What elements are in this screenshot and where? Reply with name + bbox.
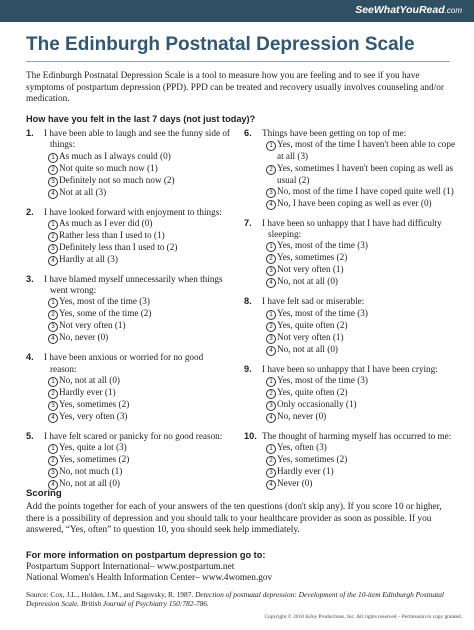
question-1 xyxy=(26,128,232,199)
answer-option[interactable] xyxy=(266,454,456,466)
answer-option[interactable] xyxy=(48,296,232,308)
option-number-circle-icon: 3 xyxy=(266,188,276,198)
brand-suffix: .com xyxy=(444,6,462,15)
option-number-circle-icon: 1 xyxy=(266,141,276,151)
option-number-circle-icon: 3 xyxy=(48,401,58,411)
answer-option[interactable] xyxy=(48,466,232,478)
answer-option[interactable] xyxy=(48,308,232,320)
option-number-circle-icon: 4 xyxy=(48,189,58,199)
option-label: Yes, sometimes I haven't been coping as well as usual (2) xyxy=(277,162,454,185)
option-number-circle-icon: 1 xyxy=(266,444,276,454)
option-label: Not quite so much now (1) xyxy=(59,162,158,173)
question-6 xyxy=(244,128,456,210)
answer-option[interactable] xyxy=(266,198,456,210)
option-label: Definitely not so much now (2) xyxy=(59,174,175,185)
question-9 xyxy=(244,364,456,423)
answer-option[interactable] xyxy=(48,442,232,454)
option-label: No, not at all (0) xyxy=(59,478,120,489)
question-text: Things have been getting on top of me: xyxy=(262,128,407,138)
option-number-circle-icon: 4 xyxy=(266,200,276,210)
answer-option[interactable] xyxy=(266,375,456,387)
option-number-circle-icon: 4 xyxy=(266,413,276,423)
option-label: Definitely less than I used to (2) xyxy=(59,241,178,252)
option-number-circle-icon: 2 xyxy=(266,165,276,175)
answer-option[interactable] xyxy=(266,344,456,356)
question-10 xyxy=(244,431,456,490)
option-label: Yes, quite often (2) xyxy=(277,319,348,330)
option-number-circle-icon: 2 xyxy=(266,322,276,332)
answer-option[interactable] xyxy=(266,332,456,344)
answer-option[interactable] xyxy=(48,218,232,230)
option-label: No, not much (1) xyxy=(59,466,123,477)
question-number: 2. xyxy=(26,206,34,217)
answer-option[interactable] xyxy=(266,240,456,252)
option-number-circle-icon: 4 xyxy=(266,278,276,288)
question-text: I have felt scared or panicky for no good reason: xyxy=(44,431,223,442)
option-label: Yes, most of the time (3) xyxy=(59,296,150,307)
answer-option[interactable] xyxy=(48,163,232,175)
option-label: Yes, very often (3) xyxy=(59,411,128,422)
option-label: As much as I always could (0) xyxy=(59,150,171,161)
brand-logo[interactable] xyxy=(355,4,462,16)
question-2 xyxy=(26,207,232,266)
option-label: Not at all (3) xyxy=(59,186,107,197)
option-number-circle-icon: 2 xyxy=(48,389,58,399)
option-number-circle-icon: 4 xyxy=(48,413,58,423)
option-number-circle-icon: 3 xyxy=(266,468,276,478)
answer-option[interactable] xyxy=(266,163,456,186)
answer-option[interactable] xyxy=(48,254,232,266)
more-info-links xyxy=(26,562,272,585)
answer-option[interactable] xyxy=(266,387,456,399)
page-title: The Edinburgh Postnatal Depression Scale xyxy=(26,34,415,55)
option-number-circle-icon: 2 xyxy=(48,456,58,466)
option-label: No, I have been coping as well as ever (0) xyxy=(277,197,432,208)
answer-option[interactable] xyxy=(48,242,232,254)
question-text: I have been so unhappy that I have had difficulty sleeping: xyxy=(262,217,442,240)
option-label: Yes, sometimes (2) xyxy=(277,252,348,263)
answer-option[interactable] xyxy=(266,276,456,288)
header-bar xyxy=(0,0,474,22)
question-4 xyxy=(26,352,232,423)
question-number: 1. xyxy=(26,128,34,138)
option-number-circle-icon: 1 xyxy=(266,310,276,320)
option-label: Yes, often (3) xyxy=(277,442,327,453)
answer-option[interactable] xyxy=(48,478,232,490)
option-number-circle-icon: 2 xyxy=(266,389,276,399)
option-label: Yes, most of the time I haven't been able to cope at all (3) xyxy=(277,139,456,162)
option-number-circle-icon: 4 xyxy=(266,346,276,356)
link-postpartum-support[interactable]: Postpartum Support International– www.postpartum.net xyxy=(26,562,235,572)
option-label: Yes, sometimes (2) xyxy=(277,454,348,465)
title-divider xyxy=(26,61,450,62)
option-label: Yes, most of the time (3) xyxy=(277,307,368,318)
question-number: 6. xyxy=(244,128,252,138)
option-label: Only occasionally (1) xyxy=(277,399,357,410)
option-number-circle-icon: 4 xyxy=(48,334,58,344)
questions-prompt: How have you felt in the last 7 days (not just today)? xyxy=(26,114,256,124)
question-number: 9. xyxy=(244,363,252,374)
question-number: 3. xyxy=(26,273,34,284)
answer-option[interactable] xyxy=(266,186,456,198)
answer-option[interactable] xyxy=(266,320,456,332)
option-label: No, never (0) xyxy=(59,332,109,343)
question-5 xyxy=(26,431,232,490)
option-label: Not very often (1) xyxy=(277,264,344,275)
scoring-heading: Scoring xyxy=(26,488,62,499)
option-number-circle-icon: 3 xyxy=(266,401,276,411)
answer-option[interactable] xyxy=(266,399,456,411)
option-label: Yes, most of the time (3) xyxy=(277,375,368,386)
option-number-circle-icon: 3 xyxy=(266,266,276,276)
option-number-circle-icon: 1 xyxy=(48,220,58,230)
question-text: I have blamed myself unnecessarily when things went wrong: xyxy=(44,273,223,296)
option-number-circle-icon: 3 xyxy=(48,177,58,187)
question-number: 10. xyxy=(244,431,257,442)
answer-option[interactable] xyxy=(48,399,232,411)
option-label: Rather less than I used to (1) xyxy=(59,229,165,240)
question-7 xyxy=(244,218,456,289)
option-label: Never (0) xyxy=(277,478,313,489)
option-label: Yes, quite often (2) xyxy=(277,387,348,398)
option-number-circle-icon: 4 xyxy=(266,480,276,490)
source-citation xyxy=(26,590,452,609)
option-number-circle-icon: 3 xyxy=(48,468,58,478)
question-text: I have been able to laugh and see the funny side of things: xyxy=(44,128,230,150)
answer-option[interactable] xyxy=(48,187,232,199)
option-number-circle-icon: 3 xyxy=(266,334,276,344)
option-label: Hardly ever (1) xyxy=(59,387,116,398)
answer-option[interactable] xyxy=(266,252,456,264)
option-number-circle-icon: 3 xyxy=(48,244,58,254)
question-text: I have been anxious or worried for no good reason: xyxy=(44,352,204,374)
option-label: No, not at all (0) xyxy=(277,276,338,287)
answer-option[interactable] xyxy=(48,320,232,332)
answer-option[interactable] xyxy=(266,264,456,276)
option-label: Hardly ever (1) xyxy=(277,466,334,477)
option-number-circle-icon: 3 xyxy=(48,322,58,332)
option-number-circle-icon: 1 xyxy=(48,298,58,308)
question-number: 4. xyxy=(26,352,34,363)
answer-option[interactable] xyxy=(48,151,232,163)
option-label: Not very often (1) xyxy=(59,320,126,331)
link-womens-health[interactable]: National Women's Health Information Center– www.4women.gov xyxy=(26,573,273,584)
option-label: Yes, most of the time (3) xyxy=(277,240,368,251)
scoring-text: Add the points together for each of your answers of the ten questions (don't skip any). If you score 10 or higher, there is a possibility of depression and you should talk to your healthcare provider as soon as possible. If you answered, “Yes, often” to question 10, you should seek help immediately. xyxy=(26,502,442,536)
option-number-circle-icon: 4 xyxy=(48,480,58,490)
question-number: 5. xyxy=(26,431,34,442)
option-number-circle-icon: 1 xyxy=(48,444,58,454)
intro-paragraph: The Edinburgh Postnatal Depression Scale is a tool to measure how you are feeling and to see if you have symptoms of postpartum depression (PPD). PPD can be treated and recovery usually involves counseling and/or medication. xyxy=(26,71,445,105)
brand-main: SeeWhatYouRead xyxy=(355,4,445,16)
option-label: Yes, sometimes (2) xyxy=(59,399,130,410)
answer-option[interactable] xyxy=(48,387,232,399)
question-text: I have looked forward with enjoyment to things: xyxy=(44,206,222,217)
question-text: I have felt sad or miserable: xyxy=(262,296,365,307)
question-8 xyxy=(244,296,456,355)
question-number: 8. xyxy=(244,296,252,307)
more-info-heading: For more information on postpartum depression go to: xyxy=(26,550,266,560)
answer-option[interactable] xyxy=(266,139,456,162)
questions-left-column xyxy=(26,128,232,498)
option-number-circle-icon: 1 xyxy=(266,242,276,252)
option-label: No, not at all (0) xyxy=(277,343,338,354)
option-label: Not very often (1) xyxy=(277,331,344,342)
question-text: The thought of harming myself has occurred to me: xyxy=(262,431,452,442)
option-label: Hardly at all (3) xyxy=(59,253,118,264)
questions-right-column xyxy=(244,128,456,498)
option-label: Yes, sometimes (2) xyxy=(59,454,130,465)
option-label: No, never (0) xyxy=(277,411,327,422)
source-title: Detection of postnatal depression: Development of the 10-item Edinburgh Postnatal Depression Scale. British Journal of Psychiatry 150:782-786. xyxy=(26,590,444,609)
option-number-circle-icon: 2 xyxy=(48,165,58,175)
option-number-circle-icon: 2 xyxy=(266,254,276,264)
option-label: No, most of the time I have coped quite well (1) xyxy=(277,185,454,196)
option-number-circle-icon: 1 xyxy=(48,153,58,163)
answer-option[interactable] xyxy=(48,175,232,187)
answer-option[interactable] xyxy=(48,332,232,344)
answer-option[interactable] xyxy=(266,478,456,490)
option-label: Yes, quite a lot (3) xyxy=(59,442,127,453)
answer-option[interactable] xyxy=(266,411,456,423)
question-text: I have been so unhappy that I have been crying: xyxy=(262,363,438,374)
option-number-circle-icon: 1 xyxy=(266,377,276,387)
answer-option[interactable] xyxy=(48,230,232,242)
option-number-circle-icon: 4 xyxy=(48,256,58,266)
answer-option[interactable] xyxy=(266,442,456,454)
option-number-circle-icon: 2 xyxy=(48,310,58,320)
option-label: As much as I ever did (0) xyxy=(59,217,153,228)
question-number: 7. xyxy=(244,217,252,228)
question-3 xyxy=(26,274,232,345)
source-prefix: Source: Cox, J.L., Holden, J.M., and Sagovsky, R. 1987. xyxy=(26,590,196,599)
answer-option[interactable] xyxy=(48,454,232,466)
answer-option[interactable] xyxy=(48,411,232,423)
option-number-circle-icon: 1 xyxy=(48,377,58,387)
answer-option[interactable] xyxy=(266,308,456,320)
option-label: Yes, some of the time (2) xyxy=(59,308,152,319)
copyright-notice: Copyright © 2010 InJoy Productions, Inc. All rights reserved – Permission to copy granted. xyxy=(264,614,462,620)
option-number-circle-icon: 2 xyxy=(48,232,58,242)
answer-option[interactable] xyxy=(48,375,232,387)
option-number-circle-icon: 2 xyxy=(266,456,276,466)
answer-option[interactable] xyxy=(266,466,456,478)
option-label: No, not at all (0) xyxy=(59,375,120,386)
